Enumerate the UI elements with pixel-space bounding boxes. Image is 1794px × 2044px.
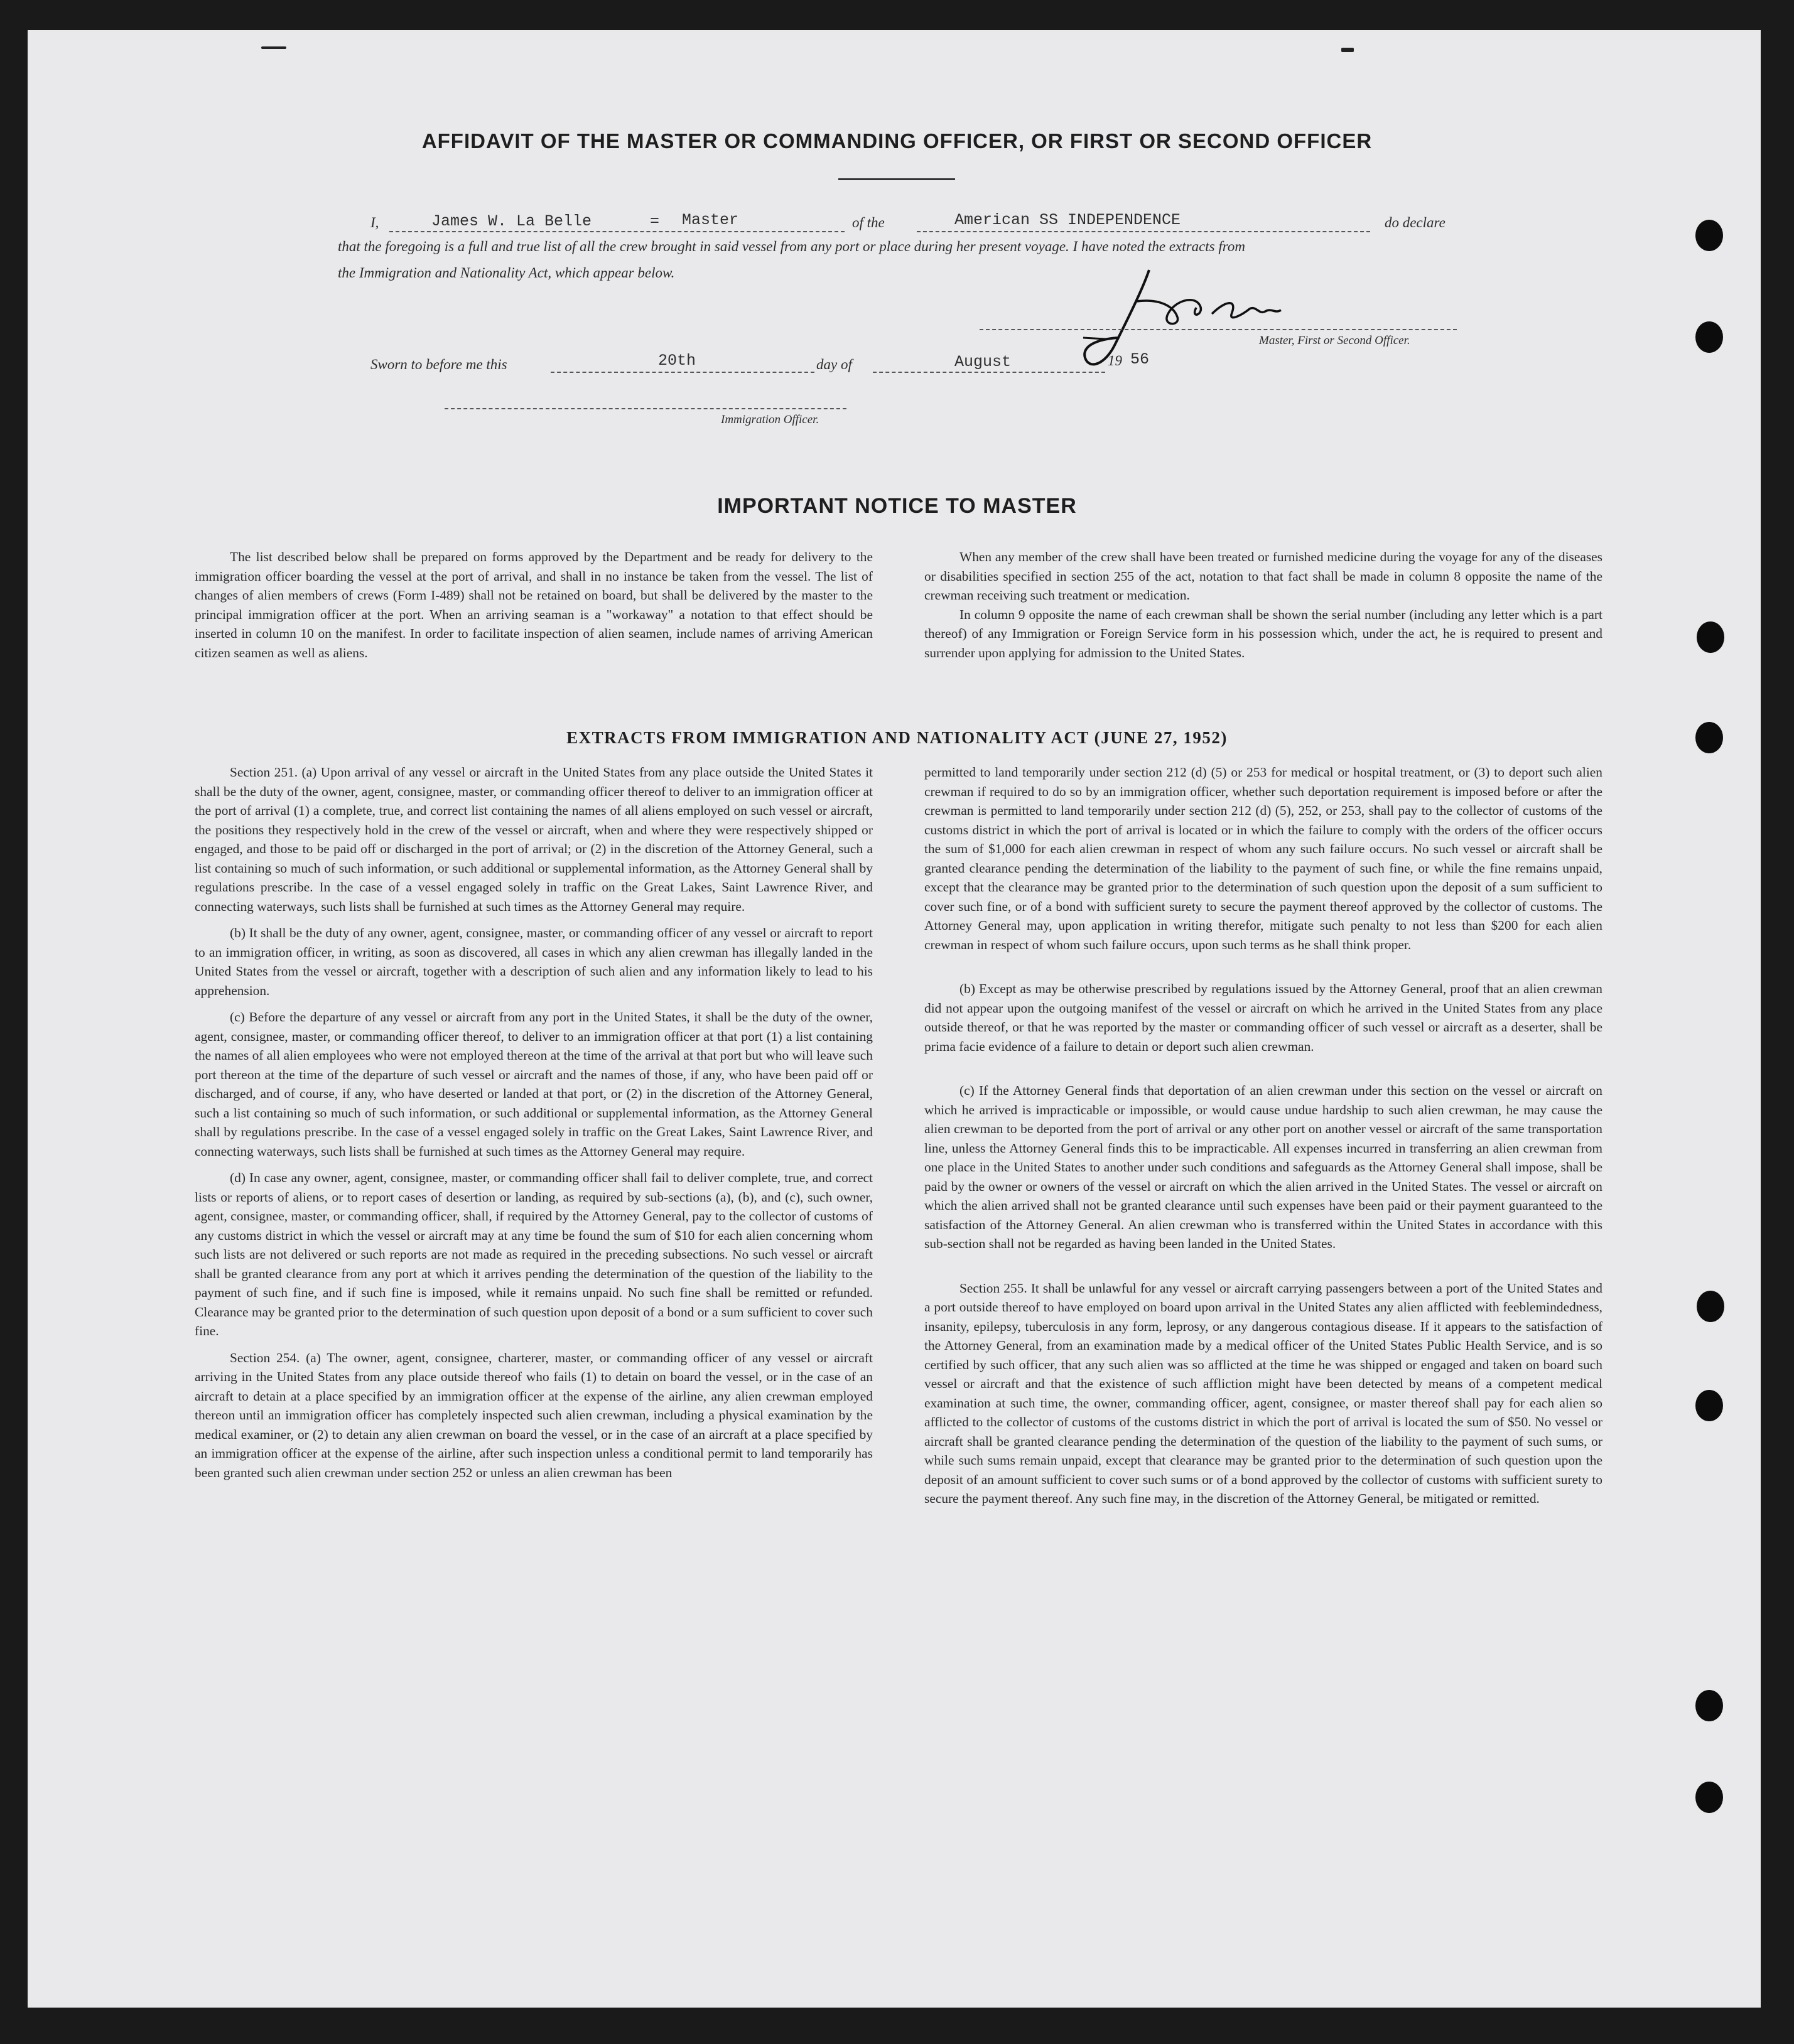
section-254-a-continued: permitted to land temporarily under section 212 (d) (5) or 253 for medical or hospital treatment, or (3) to deport such alien crewman if required to do so by an immigration officer, whether such deportation requirement is imposed before or after the crewman is permitted to land temporarily under section 212 (d) (5), 252, or 253, shall pay to the collector of customs of the customs district in which the port of arrival is located or in which the failure to comply with the orders of the officer occurs the sum of $1,000 for each alien crewman in respect of whom any such failure occurs. No such vessel or aircraft shall be granted clearance pending the determination of the liability to the payment of such fine, or while the fine remains unpaid, except that the clearance may be granted prior to the determination of such question upon the deposit of a sum sufficient to cover such fine, or of a bond with sufficient surety to secure the payment thereof approved by the collector of customs. The Attorney General may, upon application in writing therefor, mitigate such penalty to not less than $200 for each alien crewman in respect of whom such failure occurs, upon such terms as he shall think proper. bbox=[924, 765, 1602, 952]
section-255: Section 255. It shall be unlawful for any vessel or aircraft carrying passengers between a port of the United States and a port outside thereof to have employed on board upon arrival in the United States any alien afflicted with feeblemindedness, insanity, epilepsy, tuberculosis in any form, leprosy, or any dangerous contagious disease. If it appears to the satisfaction of the Attorney General, from an examination made by a medical officer of the United States Public Health Service, and is so certified by such officer, that any such alien was so afflicted at the time he was shipped or engaged and taken on board such vessel or aircraft and that the existence of such affliction might have been detected by means of a competent medical examination at such time, the owner, commanding officer, agent, consignee, or master thereof shall pay for each alien so afflicted to the collector of customs of the customs district in which the port of arrival is located the sum of $50. No vessel or aircraft shall be granted clearance pending the determination of the question of the liability to the payment of such sums, or while such sums remain unpaid, except that clearance may be granted prior to the determination of such question upon the deposit of an amount sufficient to cover such sums or of a bond approved by the collector of customs with sufficient surety to secure the payment thereof. Any such fine may, in the discretion of the Attorney General, be mitigated or remitted. bbox=[924, 1280, 1602, 1506]
year-prefix: 19 bbox=[1108, 353, 1122, 368]
vessel-value: American SS INDEPENDENCE bbox=[954, 211, 1181, 229]
declaration-line-2: that the foregoing is a full and true list of all the crew brought in said vessel from any port or place during her present voyage. I have noted the extracts from bbox=[338, 239, 1245, 254]
notice-right-paragraph-1: When any member of the crew shall have been treated or furnished medicine during the voyage for any of the diseases or disabilities specified in section 255 of the act, notation to that fact shall be made in column 8 opposite the name of the crewman receiving such treatment or medication. bbox=[924, 549, 1602, 603]
title-rule bbox=[838, 178, 955, 180]
name-separator: = bbox=[650, 212, 660, 230]
punch-hole bbox=[1695, 321, 1723, 353]
month-blank bbox=[873, 372, 1105, 373]
section-251-a: Section 251. (a) Upon arrival of any vessel or aircraft in the United States from any place outside the United States it shall be the duty of the owner, agent, consignee, master, or commanding officer thereof to deliver to an immigration officer at the port of arrival (1) a complete, true, and correct list containing the names of all aliens employed on such vessel or aircraft, the positions they respectively hold in the crew of the vessel or aircraft, when and where they were respectively shipped or engaged, and those to be paid off or discharged in the port of arrival; or (2) in the discretion of the Attorney General, such a list containing so much of such information, or such additional or supplemental information, as the Attorney General shall by regulations prescribe. In the case of a vessel engaged solely in traffic on the Great Lakes, Saint Lawrence River, and connecting waterways, such lists shall be furnished at such times as the Attorney General may require. bbox=[195, 765, 873, 914]
i-label: I, bbox=[370, 215, 379, 230]
immigration-officer-caption: Immigration Officer. bbox=[721, 413, 819, 426]
immigration-officer-line bbox=[445, 408, 846, 409]
extracts-left-column bbox=[195, 763, 873, 1482]
section-254-b: (b) Except as may be otherwise prescribed by regulations issued by the Attorney General, proof that an alien crewman did not appear upon the outgoing manifest of the vessel or aircraft on which he arrived in the United States from any place outside thereof, or that he was reported by the master or commanding officer of such vessel or aircraft as a deserter, shall be prima facie evidence of a failure to detain or deport such alien crewman. bbox=[924, 981, 1602, 1054]
section-254-a: Section 254. (a) The owner, agent, consignee, charterer, master, or commanding officer of any vessel or aircraft arriving in the United States from any place outside thereof who fails (1) to detain on board the vessel, or in the case of an aircraft to detain at a place specified by an immigration officer at the expense of the airline, any alien crewman employed thereon until an immigration officer has completely inspected such alien crewman, including a physical examination by the medical examiner, or (2) to detain any alien crewman on board the vessel, or in the case of an aircraft at a place specified by an immigration officer at the expense of the airline, after such inspection unless a conditional permit to land temporarily has been granted such alien crewman under section 252 or unless an alien crewman has been bbox=[195, 1350, 873, 1480]
sworn-label: Sworn to before me this bbox=[370, 357, 507, 372]
notice-right-column bbox=[924, 547, 1602, 662]
punch-hole bbox=[1697, 1291, 1724, 1322]
name-blank bbox=[389, 231, 845, 232]
notice-title: IMPORTANT NOTICE TO MASTER bbox=[717, 494, 1077, 518]
vessel-blank bbox=[917, 231, 1370, 232]
extracts-right-column bbox=[924, 763, 1602, 1509]
punch-hole bbox=[1695, 1390, 1723, 1421]
signature-caption: Master, First or Second Officer. bbox=[1259, 334, 1410, 347]
year-value: 56 bbox=[1130, 350, 1150, 368]
scan-speck bbox=[261, 46, 286, 49]
section-254-c: (c) If the Attorney General finds that deportation of an alien crewman under this section on the vessel or aircraft on which he arrived is impracticable or impossible, or would cause undue hardship to such alien crewman, he may cause the alien crewman to be deported from the port of arrival or any other port on another vessel or aircraft of the same transportation line, unless the Attorney General finds this to be impracticable. All expenses incurred in transferring an alien crewman from one place in the United States to another under such conditions and safeguards as the Attorney General shall impose, shall be paid by the owner or owners of the vessel or aircraft on which the alien arrived in the United States. The vessel or aircraft on which the alien arrived shall not be granted clearance until such expenses have been paid or their payment guaranteed to the satisfaction of the Attorney General. An alien crewman who is transferred within the United States in accordance with this sub-section shall not be regarded as having been landed in the United States. bbox=[924, 1083, 1602, 1251]
punch-hole bbox=[1695, 1690, 1723, 1721]
rank-value: Master bbox=[682, 211, 739, 229]
month-value: August bbox=[954, 353, 1012, 371]
extracts-title: EXTRACTS FROM IMMIGRATION AND NATIONALITY ACT (JUNE 27, 1952) bbox=[566, 728, 1228, 747]
notice-left-paragraph: The list described below shall be prepared on forms approved by the Department and be ready for delivery to the immigration officer boarding the vessel at the port of arrival, and shall in no instance be taken from the vessel. The list of changes of alien members of crews (Form I-489) shall not be retained on board, but shall be delivered by the master to the principal immigration officer at the port. When an arriving seaman is a "workaway" a notation to that effect should be inserted in column 10 on the manifest. In order to facilitate inspection of alien seamen, include names of arriving American citizen seamen as well as aliens. bbox=[195, 549, 873, 660]
punch-hole bbox=[1695, 220, 1723, 251]
do-declare-label: do declare bbox=[1385, 215, 1445, 230]
declaration-line-3: the Immigration and Nationality Act, which appear below. bbox=[338, 265, 675, 281]
section-251-c: (c) Before the departure of any vessel or aircraft from any port in the United States, it shall be the duty of the owner, agent, consignee, master, or commanding officer thereof, to deliver to an immigration officer at that port (1) a list containing the names of all alien employees who were not employed thereon at the time of the arrival at that port but who will leave such port thereon at the time of the departure of such vessel or aircraft and the names of those, if any, who have been paid off or discharged, and of course, if any, who have deserted or landed at that port, or (2) in the discretion of the Attorney General, such a list containing so much of such information, or such additional or supplemental information, as the Attorney General shall by regulations prescribe. In the case of a vessel engaged solely in traffic on the Great Lakes, Saint Lawrence River, and connecting waterways, such lists shall be furnished at such times as the Attorney General may require. bbox=[195, 1009, 873, 1159]
notice-left-column bbox=[195, 547, 873, 662]
affidavit-title: AFFIDAVIT OF THE MASTER OR COMMANDING OFFICER, OR FIRST OR SECOND OFFICER bbox=[421, 129, 1373, 153]
section-251-b: (b) It shall be the duty of any owner, agent, consignee, master, or commanding officer of any vessel or aircraft to report to an immigration officer, in writing, as soon as discovered, all cases in which any alien crewman has illegally landed in the United States from the vessel or aircraft, together with a description of such alien and any information likely to lead to his apprehension. bbox=[195, 925, 873, 998]
day-value: 20th bbox=[658, 352, 696, 370]
signature-line bbox=[980, 329, 1457, 330]
crew-name-value: James W. La Belle bbox=[431, 212, 592, 230]
punch-hole bbox=[1697, 621, 1724, 653]
scan-speck bbox=[1341, 48, 1354, 52]
day-blank bbox=[551, 372, 814, 373]
punch-hole bbox=[1695, 1782, 1723, 1813]
day-of-label: day of bbox=[816, 357, 852, 372]
of-the-label: of the bbox=[852, 215, 885, 230]
notice-right-paragraph-2: In column 9 opposite the name of each crewman shall be shown the serial number (including any letter which is a part thereof) of any Immigration or Foreign Service form in his possession which, under the act, he is required to present and surrender upon applying for admission to the United States. bbox=[924, 606, 1602, 660]
section-251-d: (d) In case any owner, agent, consignee, master, or commanding officer shall fail to deliver complete, true, and correct lists or reports of aliens, or to report cases of desertion or landing, as required by sub-sections (a), (b), and (c), such owner, agent, consignee, master, or commanding officer, shall, if required by the Attorney General, pay to the collector of customs of any customs district in which the vessel or aircraft may at any time be found the sum of $10 for each alien concerning whom such lists are not delivered or such reports are not made as required in the preceding subsections. No such vessel or aircraft shall be granted clearance from any port at which it arrives pending the determination of the question of the liability to the payment of such fine, and if such fine is imposed, while it remains unpaid. No such fine shall be remitted or refunded. Clearance may be granted prior to the determination of such question upon deposit of a bond or a sum sufficient to cover such fine. bbox=[195, 1170, 873, 1338]
